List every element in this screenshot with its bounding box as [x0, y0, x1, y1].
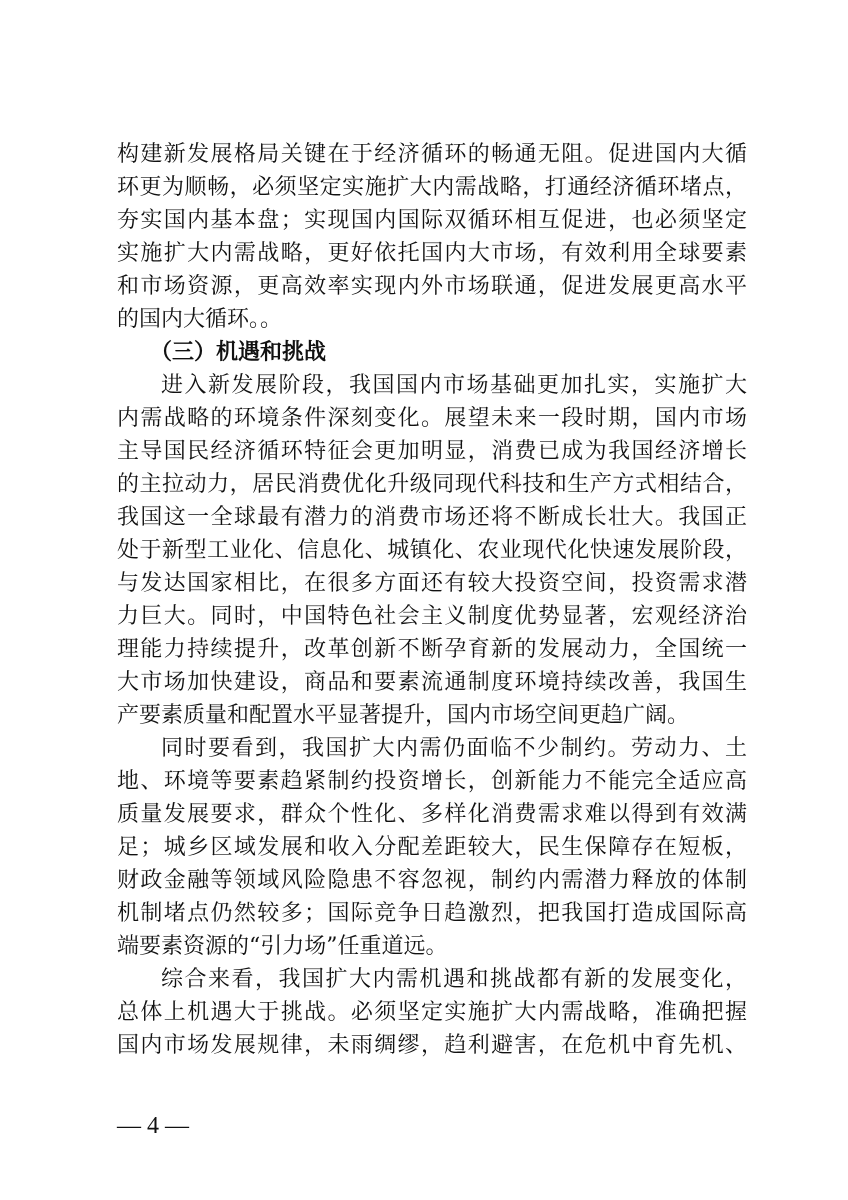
- paragraph-3-line-6: 机制堵点仍然较多；国际竞争日趋激烈，把我国打造成国际高: [117, 901, 747, 926]
- paragraph-2-line-4: 的主拉动力，居民消费优化升级同现代科技和生产方式相结合，: [117, 472, 747, 497]
- paragraph-3-line-2: 地、环境等要素趋紧制约投资增长，创新能力不能完全适应高: [117, 769, 747, 794]
- paragraph-1-line-5: 和市场资源，更高效率实现内外市场联通，促进发展更高水平: [117, 274, 747, 299]
- paragraph-2-line-7: 与发达国家相比，在很多方面还有较大投资空间，投资需求潜: [117, 571, 747, 596]
- paragraph-2-line-1: 进入新发展阶段，我国国内市场基础更加扎实，实施扩大: [161, 373, 747, 398]
- paragraph-4-line-2: 总体上机遇大于挑战。必须坚定实施扩大内需战略，准确把握: [117, 1000, 747, 1025]
- paragraph-3-line-5: 财政金融等领域风险隐患不容忽视，制约内需潜力释放的体制: [117, 868, 747, 893]
- page-number: — 4 —: [117, 1113, 189, 1139]
- paragraph-2-line-8: 力巨大。同时，中国特色社会主义制度优势显著，宏观经济治: [117, 604, 747, 629]
- paragraph-4-line-3: 国内市场发展规律，未雨绸缪，趋利避害，在危机中育先机、: [117, 1033, 747, 1058]
- paragraph-2-line-5: 我国这一全球最有潜力的消费市场还将不断成长壮大。我国正: [117, 505, 747, 530]
- paragraph-2-line-6: 处于新型工业化、信息化、城镇化、农业现代化快速发展阶段，: [117, 538, 747, 563]
- paragraph-2-line-2: 内需战略的环境条件深刻变化。展望未来一段时期，国内市场: [117, 406, 747, 431]
- paragraph-1-line-2: 环更为顺畅，必须坚定实施扩大内需战略，打通经济循环堵点，: [117, 175, 747, 200]
- paragraph-1-line-1: 构建新发展格局关键在于经济循环的畅通无阻。促进国内大循: [117, 142, 747, 167]
- paragraph-2-line-9: 理能力持续提升，改革创新不断孕育新的发展动力，全国统一: [117, 637, 747, 662]
- section-heading: （三）机遇和挑战: [150, 340, 327, 365]
- paragraph-1-line-3: 夯实国内基本盘；实现国内国际双循环相互促进，也必须坚定: [117, 208, 747, 233]
- paragraph-1-line-4: 实施扩大内需战略，更好依托国内大市场，有效利用全球要素: [117, 241, 747, 266]
- paragraph-2-line-3: 主导国民经济循环特征会更加明显，消费已成为我国经济增长: [117, 439, 747, 464]
- paragraph-2-line-11: 产要素质量和配置水平显著提升，国内市场空间更趋广阔。: [117, 703, 690, 728]
- paragraph-1-line-6: 的国内大循环。。: [117, 307, 283, 332]
- paragraph-3-line-1: 同时要看到，我国扩大内需仍面临不少制约。劳动力、土: [161, 736, 747, 761]
- paragraph-3-line-3: 质量发展要求，群众个性化、多样化消费需求难以得到有效满: [117, 802, 747, 827]
- paragraph-2-line-10: 大市场加快建设，商品和要素流通制度环境持续改善，我国生: [117, 670, 747, 695]
- paragraph-3-line-7: 端要素资源的“引力场”任重道远。: [117, 934, 448, 959]
- paragraph-3-line-4: 足；城乡区域发展和收入分配差距较大，民生保障存在短板，: [117, 835, 747, 860]
- paragraph-4-line-1: 综合来看，我国扩大内需机遇和挑战都有新的发展变化，: [161, 967, 747, 992]
